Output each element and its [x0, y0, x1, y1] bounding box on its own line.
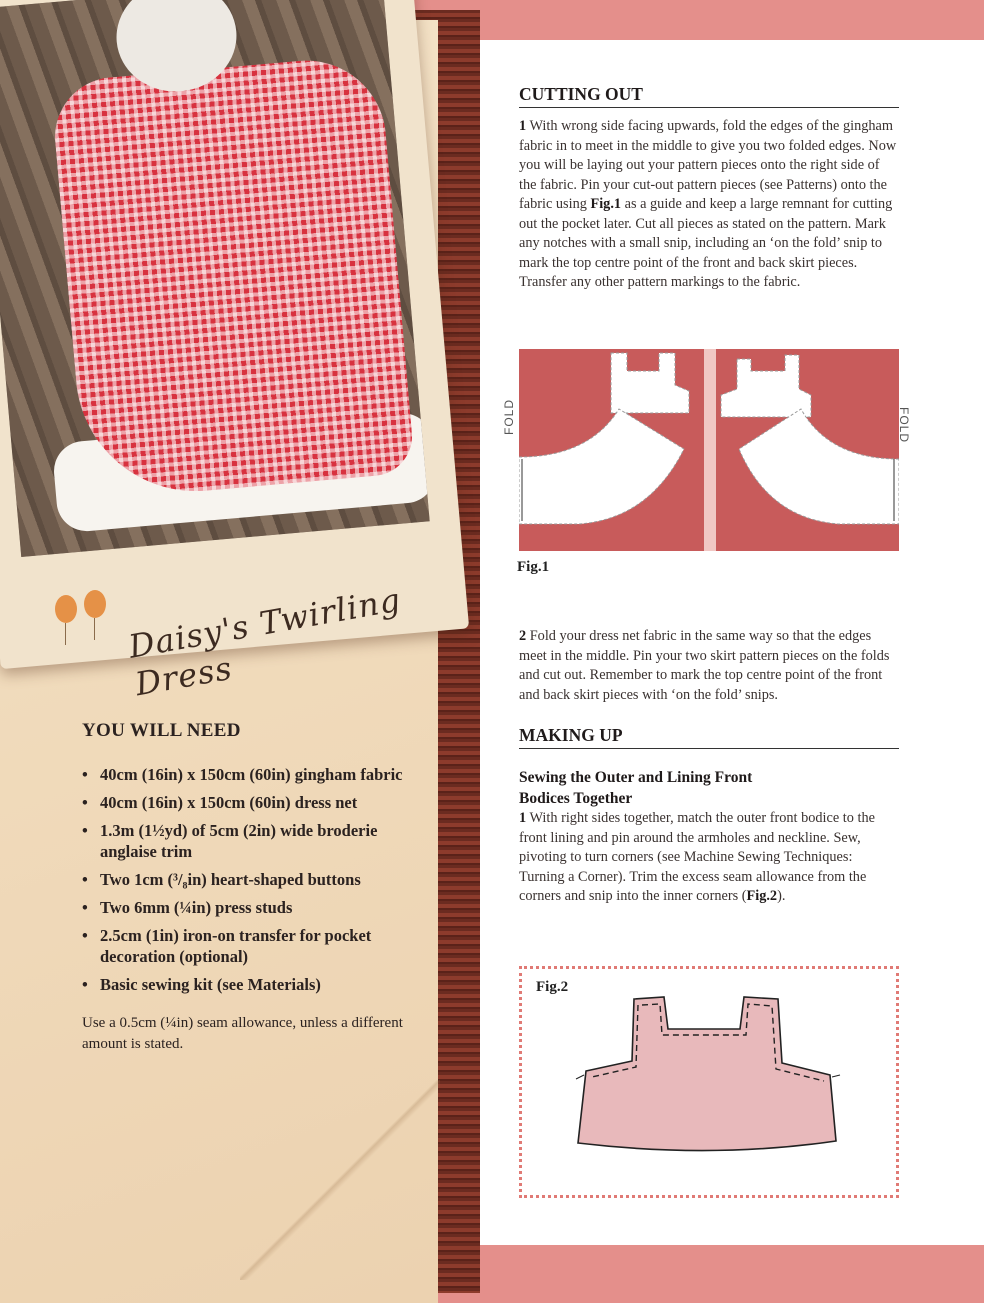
paper-fold-shadow — [240, 1080, 440, 1280]
figure-reference: Fig.1 — [590, 196, 622, 212]
step-text: With wrong side facing upwards, fold the edges of the gingham fabric in to meet in the middle to give you two folded edges. Now you will be laying out your pattern pieces onto the right side of the fabric. Pin your cut-out pattern pieces (see Patterns) onto the fabric using — [519, 118, 897, 212]
step-text: With right sides together, match the outer front bodice to the front lining and pin around the armholes and neckline. Sew, pivoting to turn corners (see Machine Sewing Techniques: Turning a Corner). Trim the excess seam allowance from the corners and snip into the inner corners ( — [519, 810, 875, 904]
bottom-band — [480, 1245, 984, 1283]
gingham-dress — [50, 54, 415, 501]
list-item: • 40cm (16in) x 150cm (60in) gingham fabric — [82, 764, 412, 785]
front-bodice-diagram — [572, 991, 852, 1181]
cutting-step-2 — [519, 627, 899, 705]
figure-reference: Fig.2 — [746, 888, 778, 904]
making-step-1 — [519, 809, 899, 907]
notch-mark — [832, 1075, 840, 1077]
step-number: 1 — [519, 810, 527, 826]
figure-1-cutting-layout — [519, 349, 899, 551]
instructions-page — [480, 40, 984, 1245]
step-text: ). — [777, 888, 786, 904]
seam-allowance-note: Use a 0.5cm (¼in) seam allowance, unless a different amount is stated. — [82, 1015, 403, 1052]
you-will-need-section — [82, 720, 412, 1070]
notch-mark — [576, 1075, 584, 1079]
step-number: 1 — [519, 118, 527, 134]
fold-label-left: FOLD — [502, 398, 516, 435]
fold-label-right: FOLD — [897, 407, 911, 444]
list-item: • Two 6mm (¼in) press studs — [82, 897, 412, 918]
making-up-heading: MAKING UP — [519, 725, 899, 749]
figure-1-caption: Fig.1 — [517, 559, 550, 575]
list-item: • Basic sewing kit (see Materials) — [82, 974, 412, 995]
making-up-section — [519, 725, 899, 907]
figure-2-frame — [519, 966, 899, 1198]
bodice-subheading-line-2: Bodices Together — [519, 790, 633, 807]
polaroid-photo-frame — [0, 0, 469, 669]
polaroid-caption: Daisy's Twirling Dress — [125, 580, 404, 704]
step-text: Fold your dress net fabric in the same way so that the edges meet in the middle. Pin your two skirt pattern pieces on the folds and cut out. Remember to mark the top centre point of the front and back skirt pieces with ‘on the fold’ snips. — [519, 628, 890, 703]
step-text: as a guide and keep a large remnant for cutting out the pocket later. Cut all pieces as stated on the pattern. Mark any notches with a small snip, including an ‘on the fold’ snip to mark the top centre point of the front and back skirt pieces. Transfer any other pattern markings to the fabric. — [519, 196, 893, 290]
balloon-icon — [84, 590, 106, 618]
balloon-icon — [55, 595, 77, 623]
you-will-need-heading: YOU WILL NEED — [82, 720, 241, 741]
dress-photo — [0, 0, 430, 557]
list-item: • 1.3m (1½yd) of 5cm (2in) wide broderie anglaise trim — [82, 820, 412, 862]
materials-list — [82, 764, 412, 995]
list-item: • 40cm (16in) x 150cm (60in) dress net — [82, 792, 412, 813]
fabric-center-gap — [704, 349, 716, 551]
cutting-out-heading: CUTTING OUT — [519, 84, 899, 108]
bodice-subheading-line-1: Sewing the Outer and Lining Front — [519, 769, 753, 786]
step-number: 2 — [519, 628, 527, 644]
list-item: • Two 1cm (³/₈in) heart-shaped buttons — [82, 869, 412, 890]
figure-2-caption: Fig.2 — [536, 979, 569, 995]
cutting-out-section — [519, 84, 899, 293]
list-item: • 2.5cm (1in) iron-on transfer for pocket decoration (optional) — [82, 925, 412, 967]
cutting-step-2-block — [519, 627, 899, 705]
cutting-step-1 — [519, 117, 899, 293]
